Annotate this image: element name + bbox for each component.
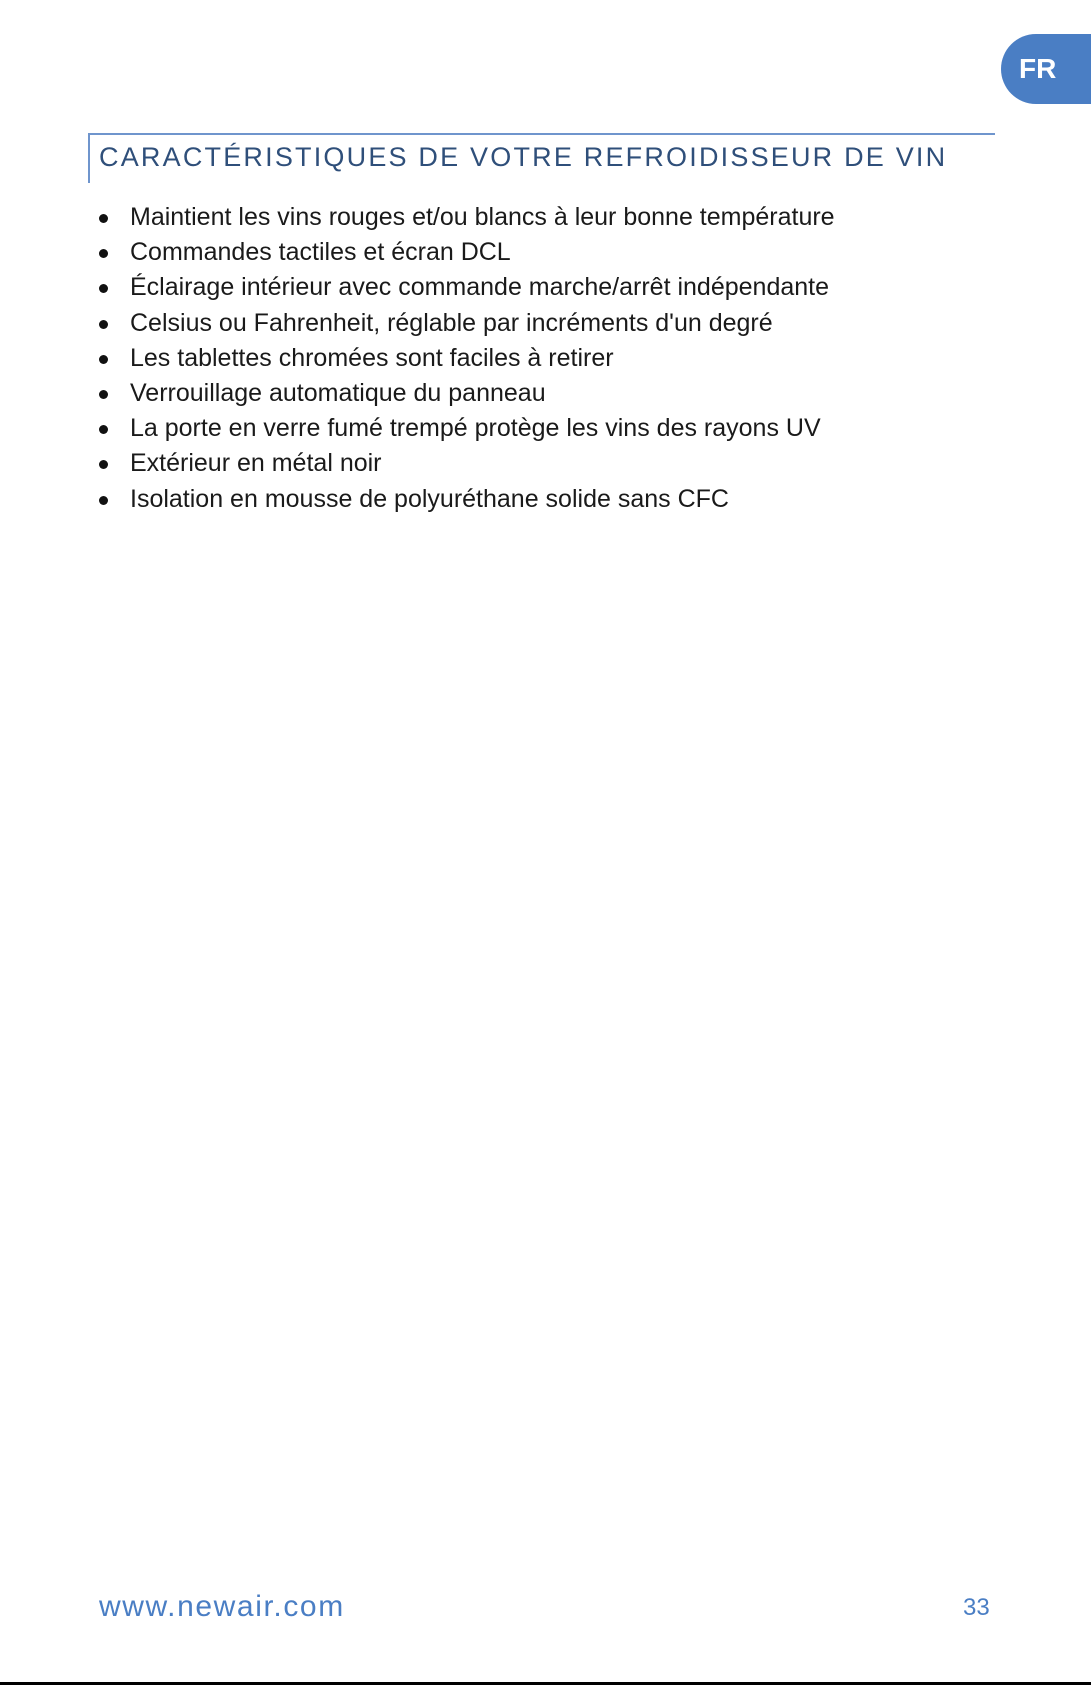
footer-website-link[interactable]: www.newair.com (99, 1590, 345, 1623)
feature-list (96, 200, 835, 517)
language-tab (1001, 34, 1091, 104)
list-item (96, 411, 835, 446)
bullet-icon (99, 425, 108, 434)
language-tab-label: FR (1019, 53, 1057, 84)
feature-text: Commandes tactiles et écran DCL (130, 238, 511, 267)
bullet-icon (99, 214, 108, 223)
feature-text: Les tablettes chromées sont faciles à retirer (130, 343, 614, 372)
feature-text: Celsius ou Fahrenheit, réglable par incréments d'un degré (130, 308, 773, 337)
feature-text: Isolation en mousse de polyuréthane solide sans CFC (130, 484, 729, 513)
feature-text: Extérieur en métal noir (130, 449, 382, 478)
section-title: CARACTÉRISTIQUES DE VOTRE REFROIDISSEUR DE VIN (99, 142, 948, 172)
list-item (96, 200, 835, 235)
bullet-icon (99, 320, 108, 329)
list-item (96, 306, 835, 341)
feature-text: Éclairage intérieur avec commande marche/arrêt indépendante (130, 273, 829, 302)
bullet-icon (99, 249, 108, 258)
feature-text: Verrouillage automatique du panneau (130, 378, 546, 407)
bullet-icon (99, 355, 108, 364)
list-item (96, 270, 835, 305)
bullet-icon (99, 284, 108, 293)
page-number: 33 (963, 1594, 990, 1621)
list-item (96, 376, 835, 411)
feature-text: La porte en verre fumé trempé protège les vins des rayons UV (130, 414, 821, 443)
feature-text: Maintient les vins rouges et/ou blancs à leur bonne température (130, 203, 835, 231)
list-item (96, 235, 835, 270)
bullet-icon (99, 496, 108, 505)
list-item (96, 482, 835, 517)
list-item (96, 446, 835, 481)
bullet-icon (99, 460, 108, 469)
bullet-icon (99, 390, 108, 399)
list-item (96, 341, 835, 376)
